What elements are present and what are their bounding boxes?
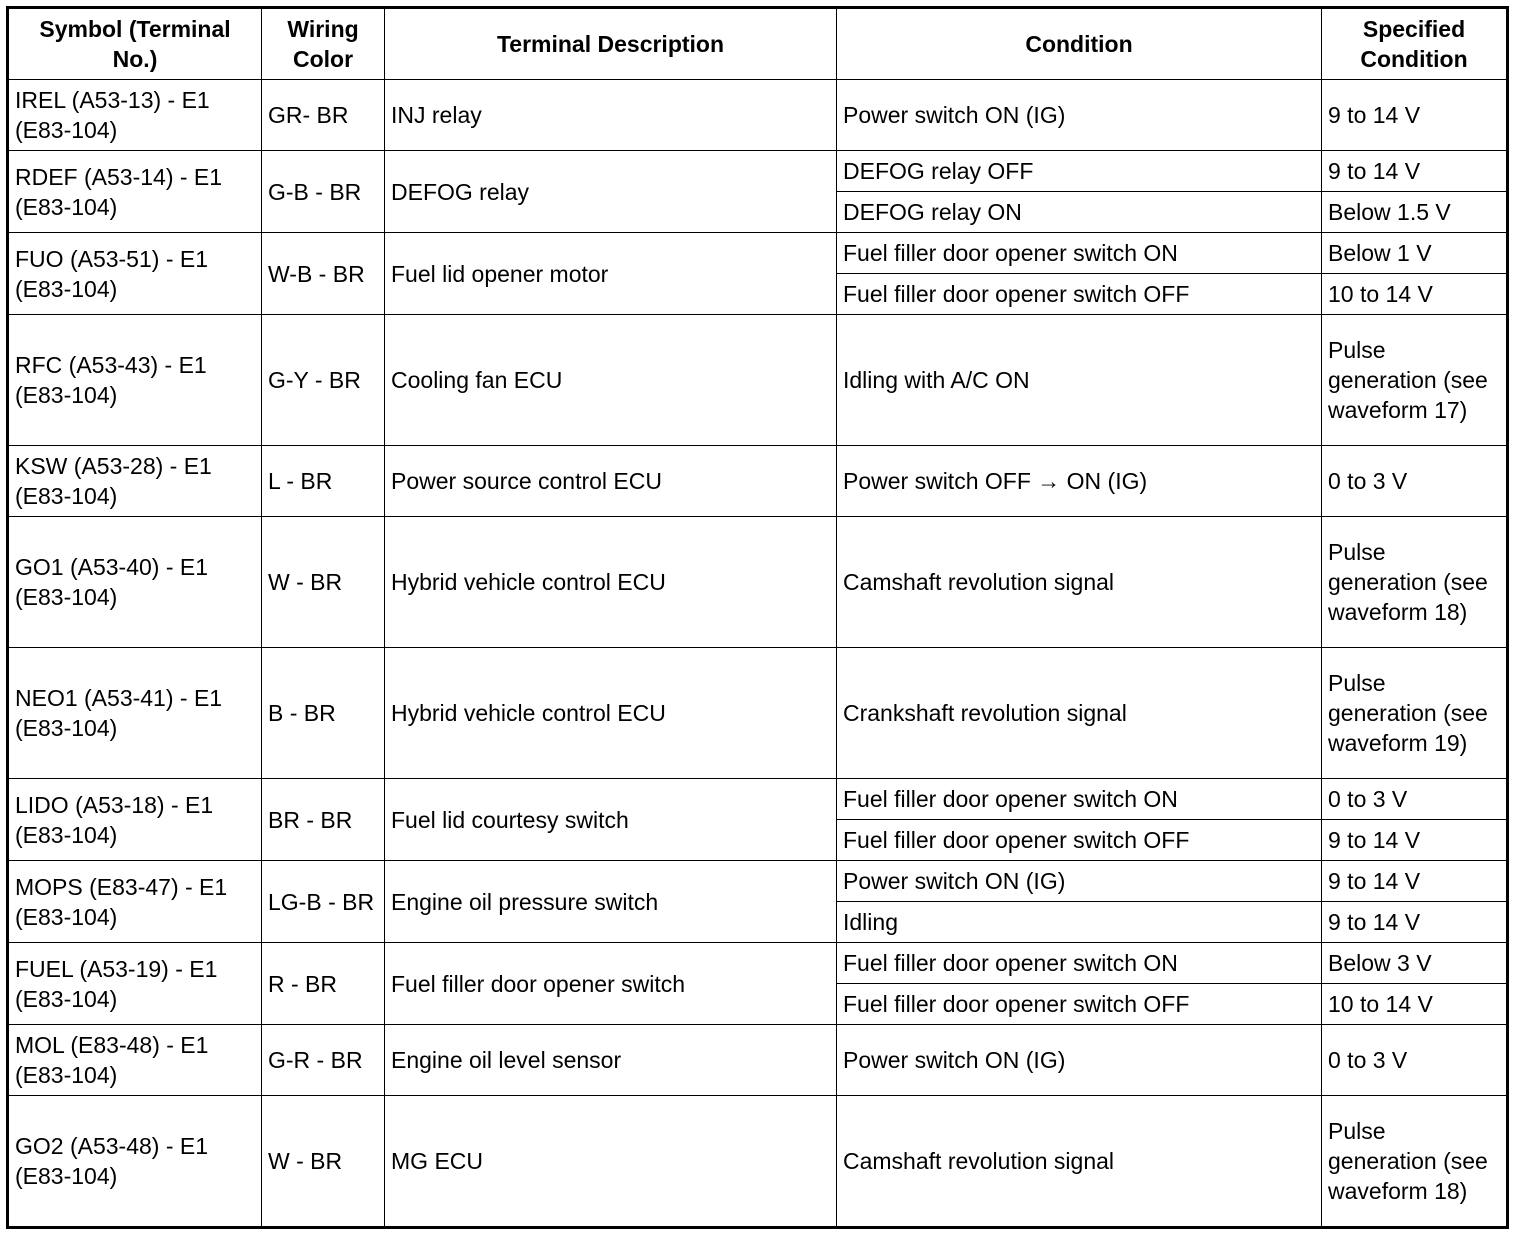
header-terminal-description: Terminal Description [385,8,837,80]
condition-cell: Fuel filler door opener switch OFF [837,984,1322,1025]
terminal-description-cell: DEFOG relay [385,151,837,233]
wiring-color-cell: GR- BR [262,80,385,151]
symbol-cell: GO2 (A53-48) - E1 (E83-104) [8,1096,262,1228]
specified-condition-cell: 9 to 14 V [1322,820,1508,861]
header-condition: Condition [837,8,1322,80]
condition-cell: Camshaft revolution signal [837,1096,1322,1228]
symbol-cell: KSW (A53-28) - E1 (E83-104) [8,446,262,517]
symbol-cell: FUO (A53-51) - E1 (E83-104) [8,233,262,315]
specified-condition-cell: Below 1 V [1322,233,1508,274]
specified-condition-cell: 9 to 14 V [1322,80,1508,151]
specified-condition-cell: 9 to 14 V [1322,861,1508,902]
condition-cell: DEFOG relay ON [837,192,1322,233]
table-row [8,233,1508,274]
table-row [8,943,1508,984]
condition-cell: Camshaft revolution signal [837,517,1322,648]
terminal-description-cell: Fuel lid courtesy switch [385,779,837,861]
header-wiring-color: Wiring Color [262,8,385,80]
wiring-color-cell: G-R - BR [262,1025,385,1096]
condition-cell: Crankshaft revolution signal [837,648,1322,779]
symbol-cell: MOPS (E83-47) - E1 (E83-104) [8,861,262,943]
specified-condition-cell: 10 to 14 V [1322,984,1508,1025]
header-symbol: Symbol (Terminal No.) [8,8,262,80]
wiring-color-cell: R - BR [262,943,385,1025]
wiring-color-cell: W - BR [262,517,385,648]
table-row [8,151,1508,192]
wiring-color-cell: LG-B - BR [262,861,385,943]
condition-cell: Power switch ON (IG) [837,80,1322,151]
wiring-color-cell: G-B - BR [262,151,385,233]
specified-condition-cell: Below 1.5 V [1322,192,1508,233]
symbol-cell: FUEL (A53-19) - E1 (E83-104) [8,943,262,1025]
condition-cell: Idling [837,902,1322,943]
specified-condition-cell: Pulse generation (see waveform 17) [1322,315,1508,446]
terminal-description-cell: MG ECU [385,1096,837,1228]
terminal-description-cell: Hybrid vehicle control ECU [385,648,837,779]
symbol-cell: MOL (E83-48) - E1 (E83-104) [8,1025,262,1096]
condition-cell: Fuel filler door opener switch OFF [837,274,1322,315]
table-row [8,648,1508,779]
wiring-color-cell: L - BR [262,446,385,517]
table-row [8,80,1508,151]
table-row [8,779,1508,820]
specified-condition-cell: Pulse generation (see waveform 19) [1322,648,1508,779]
wiring-color-cell: BR - BR [262,779,385,861]
condition-cell: DEFOG relay OFF [837,151,1322,192]
table-header [8,8,1508,80]
condition-cell: Idling with A/C ON [837,315,1322,446]
table-body [8,80,1508,1228]
condition-cell: Fuel filler door opener switch ON [837,943,1322,984]
wiring-color-cell: W-B - BR [262,233,385,315]
table-row [8,517,1508,648]
terminal-description-cell: INJ relay [385,80,837,151]
specified-condition-cell: 0 to 3 V [1322,1025,1508,1096]
wiring-color-cell: B - BR [262,648,385,779]
terminal-spec-table [6,6,1509,1229]
table-row [8,446,1508,517]
condition-cell: Power switch ON (IG) [837,861,1322,902]
terminal-description-cell: Hybrid vehicle control ECU [385,517,837,648]
specified-condition-cell: Pulse generation (see waveform 18) [1322,517,1508,648]
terminal-description-cell: Power source control ECU [385,446,837,517]
symbol-cell: RFC (A53-43) - E1 (E83-104) [8,315,262,446]
specified-condition-cell: 10 to 14 V [1322,274,1508,315]
header-specified-condition: Specified Condition [1322,8,1508,80]
terminal-description-cell: Cooling fan ECU [385,315,837,446]
wiring-color-cell: G-Y - BR [262,315,385,446]
terminal-description-cell: Engine oil pressure switch [385,861,837,943]
specified-condition-cell: 0 to 3 V [1322,779,1508,820]
header-row [8,8,1508,80]
specified-condition-cell: 0 to 3 V [1322,446,1508,517]
condition-cell: Fuel filler door opener switch ON [837,779,1322,820]
specified-condition-cell: Pulse generation (see waveform 18) [1322,1096,1508,1228]
condition-cell: Fuel filler door opener switch ON [837,233,1322,274]
specified-condition-cell: Below 3 V [1322,943,1508,984]
terminal-description-cell: Engine oil level sensor [385,1025,837,1096]
symbol-cell: LIDO (A53-18) - E1 (E83-104) [8,779,262,861]
terminal-description-cell: Fuel filler door opener switch [385,943,837,1025]
symbol-cell: IREL (A53-13) - E1 (E83-104) [8,80,262,151]
symbol-cell: NEO1 (A53-41) - E1 (E83-104) [8,648,262,779]
specified-condition-cell: 9 to 14 V [1322,902,1508,943]
condition-cell: Power switch ON (IG) [837,1025,1322,1096]
condition-cell: Fuel filler door opener switch OFF [837,820,1322,861]
table-row [8,1096,1508,1228]
table-row [8,315,1508,446]
terminal-description-cell: Fuel lid opener motor [385,233,837,315]
specified-condition-cell: 9 to 14 V [1322,151,1508,192]
condition-cell: Power switch OFF → ON (IG) [837,446,1322,517]
symbol-cell: GO1 (A53-40) - E1 (E83-104) [8,517,262,648]
table-row [8,861,1508,902]
wiring-color-cell: W - BR [262,1096,385,1228]
symbol-cell: RDEF (A53-14) - E1 (E83-104) [8,151,262,233]
table-row [8,1025,1508,1096]
